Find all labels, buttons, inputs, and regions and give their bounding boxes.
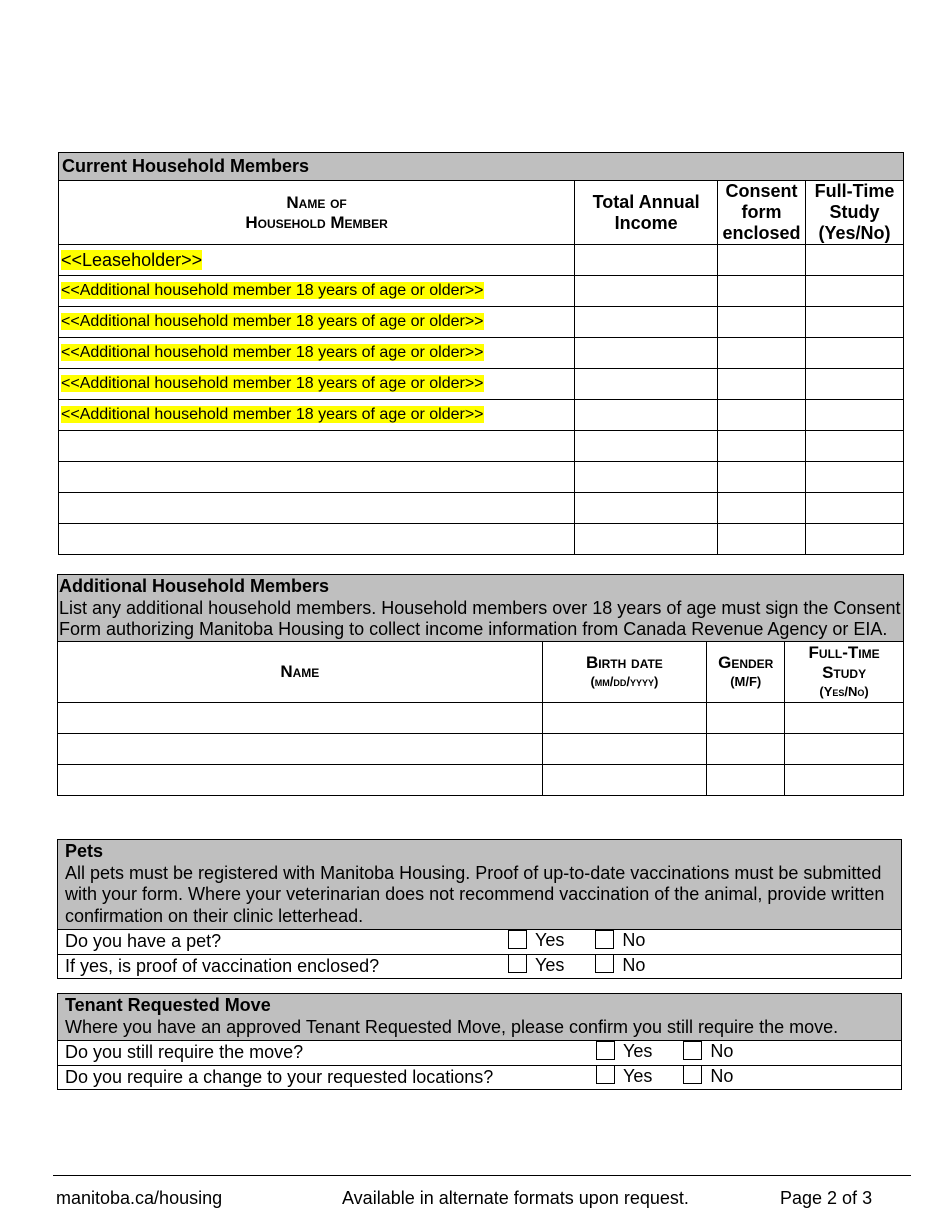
consent-cell[interactable] bbox=[718, 431, 806, 462]
name-cell[interactable]: <<Additional household member 18 years of age or older>> bbox=[59, 369, 575, 400]
vaccination-yes-option[interactable]: Yes bbox=[508, 955, 564, 976]
require-move-answer bbox=[596, 1041, 902, 1066]
pet-no-option[interactable]: No bbox=[595, 930, 645, 951]
name-cell[interactable] bbox=[58, 733, 543, 764]
name-cell[interactable] bbox=[59, 524, 575, 555]
consent-cell[interactable] bbox=[718, 524, 806, 555]
additional-household-table bbox=[57, 574, 904, 796]
income-cell[interactable] bbox=[575, 307, 718, 338]
pets-header bbox=[58, 840, 902, 930]
table-row bbox=[59, 524, 904, 555]
footer-divider bbox=[53, 1175, 911, 1176]
no-checkbox[interactable] bbox=[683, 1041, 702, 1060]
require-move-question: Do you still require the move? bbox=[58, 1041, 597, 1066]
header-consent: Consent form enclosed bbox=[718, 181, 806, 245]
pets-description: All pets must be registered with Manitoba Housing. Proof of up-to-date vaccinations must be submitted with your form. Where your veterinarian does not recommend vaccination of the animal, provide written confirmation on their clinic letterhead. bbox=[65, 862, 885, 926]
header-birth-date: Birth date (mm/dd/yyyy) bbox=[542, 641, 707, 702]
table-row bbox=[59, 245, 904, 276]
vaccination-answer bbox=[508, 954, 902, 979]
no-checkbox[interactable] bbox=[595, 954, 614, 973]
move-yes-option[interactable]: Yes bbox=[596, 1041, 652, 1062]
header-name: Name bbox=[58, 641, 543, 702]
table-row bbox=[59, 462, 904, 493]
table-row bbox=[58, 702, 904, 733]
footer-page-number: Page 2 of 3 bbox=[780, 1188, 873, 1208]
name-cell[interactable]: <<Leaseholder>> bbox=[59, 245, 575, 276]
name-cell[interactable] bbox=[59, 493, 575, 524]
name-cell[interactable]: <<Additional household member 18 years of age or older>> bbox=[59, 400, 575, 431]
study-cell[interactable] bbox=[785, 764, 904, 795]
change-locations-question: Do you require a change to your requested locations? bbox=[58, 1065, 597, 1090]
gender-cell[interactable] bbox=[707, 702, 785, 733]
locations-yes-option[interactable]: Yes bbox=[596, 1066, 652, 1087]
table-row bbox=[59, 431, 904, 462]
header-study: Full-Time Study (Yes/No) bbox=[806, 181, 904, 245]
footer-website: manitoba.ca/housing bbox=[56, 1188, 223, 1208]
additional-household-description: List any additional household members. Household members over 18 years of age must sign the Consent Form authorizing Manitoba Housing to collect income information from Canada Revenue Agency or EIA. bbox=[59, 597, 901, 639]
consent-cell[interactable] bbox=[718, 338, 806, 369]
study-cell[interactable] bbox=[806, 431, 904, 462]
pet-answer bbox=[508, 930, 902, 955]
move-no-option[interactable]: No bbox=[683, 1041, 733, 1062]
table-row bbox=[59, 338, 904, 369]
table-row bbox=[59, 369, 904, 400]
table-row bbox=[59, 400, 904, 431]
current-household-table bbox=[58, 152, 904, 555]
additional-household-title: Additional Household Members bbox=[59, 576, 330, 596]
birth-date-cell[interactable] bbox=[542, 702, 707, 733]
income-cell[interactable] bbox=[575, 276, 718, 307]
consent-cell[interactable] bbox=[718, 400, 806, 431]
study-cell[interactable] bbox=[806, 369, 904, 400]
table-row bbox=[58, 764, 904, 795]
income-cell[interactable] bbox=[575, 400, 718, 431]
study-cell[interactable] bbox=[806, 493, 904, 524]
header-gender: Gender (M/F) bbox=[707, 641, 785, 702]
yes-checkbox[interactable] bbox=[596, 1041, 615, 1060]
name-cell[interactable]: <<Additional household member 18 years of age or older>> bbox=[59, 276, 575, 307]
tenant-move-header bbox=[58, 994, 902, 1041]
name-cell[interactable] bbox=[58, 702, 543, 733]
income-cell[interactable] bbox=[575, 338, 718, 369]
pet-yes-option[interactable]: Yes bbox=[508, 930, 564, 951]
birth-date-cell[interactable] bbox=[542, 733, 707, 764]
name-cell[interactable] bbox=[58, 764, 543, 795]
tenant-move-description: Where you have an approved Tenant Requested Move, please confirm you still require the move. bbox=[65, 1016, 839, 1037]
study-cell[interactable] bbox=[806, 400, 904, 431]
table-row bbox=[58, 733, 904, 764]
tenant-move-title: Tenant Requested Move bbox=[65, 995, 271, 1015]
study-cell[interactable] bbox=[806, 307, 904, 338]
header-income: Total Annual Income bbox=[575, 181, 718, 245]
study-cell[interactable] bbox=[785, 733, 904, 764]
pets-title: Pets bbox=[65, 841, 104, 861]
pets-table bbox=[57, 839, 902, 979]
no-checkbox[interactable] bbox=[595, 930, 614, 949]
tenant-move-table bbox=[57, 993, 902, 1090]
consent-cell[interactable] bbox=[718, 276, 806, 307]
consent-cell[interactable] bbox=[718, 307, 806, 338]
table-row bbox=[59, 276, 904, 307]
gender-cell[interactable] bbox=[707, 733, 785, 764]
consent-cell[interactable] bbox=[718, 369, 806, 400]
pet-question: Do you have a pet? bbox=[58, 930, 509, 955]
income-cell[interactable] bbox=[575, 369, 718, 400]
no-checkbox[interactable] bbox=[683, 1065, 702, 1084]
study-cell[interactable] bbox=[806, 338, 904, 369]
yes-checkbox[interactable] bbox=[596, 1065, 615, 1084]
footer-alternate-formats: Available in alternate formats upon request. bbox=[342, 1188, 689, 1208]
yes-checkbox[interactable] bbox=[508, 930, 527, 949]
income-cell[interactable] bbox=[575, 462, 718, 493]
name-cell[interactable] bbox=[59, 431, 575, 462]
birth-date-cell[interactable] bbox=[542, 764, 707, 795]
consent-cell[interactable] bbox=[718, 462, 806, 493]
income-cell[interactable] bbox=[575, 245, 718, 276]
locations-no-option[interactable]: No bbox=[683, 1066, 733, 1087]
study-cell[interactable] bbox=[806, 524, 904, 555]
table-row bbox=[59, 493, 904, 524]
study-cell[interactable] bbox=[785, 702, 904, 733]
header-name: Name of Household Member bbox=[59, 181, 575, 245]
gender-cell[interactable] bbox=[707, 764, 785, 795]
name-cell[interactable]: <<Additional household member 18 years of age or older>> bbox=[59, 307, 575, 338]
name-cell[interactable]: <<Additional household member 18 years of age or older>> bbox=[59, 338, 575, 369]
table-row bbox=[59, 307, 904, 338]
change-locations-answer bbox=[596, 1065, 902, 1090]
income-cell[interactable] bbox=[575, 524, 718, 555]
yes-checkbox[interactable] bbox=[508, 954, 527, 973]
study-cell[interactable] bbox=[806, 462, 904, 493]
vaccination-question: If yes, is proof of vaccination enclosed? bbox=[58, 954, 509, 979]
income-cell[interactable] bbox=[575, 431, 718, 462]
consent-cell[interactable] bbox=[718, 245, 806, 276]
current-household-title: Current Household Members bbox=[59, 153, 904, 181]
header-full-time-study: Full-Time Study (Yes/No) bbox=[785, 641, 904, 702]
additional-household-header bbox=[58, 575, 904, 642]
study-cell[interactable] bbox=[806, 276, 904, 307]
income-cell[interactable] bbox=[575, 493, 718, 524]
name-cell[interactable] bbox=[59, 462, 575, 493]
study-cell[interactable] bbox=[806, 245, 904, 276]
vaccination-no-option[interactable]: No bbox=[595, 955, 645, 976]
consent-cell[interactable] bbox=[718, 493, 806, 524]
